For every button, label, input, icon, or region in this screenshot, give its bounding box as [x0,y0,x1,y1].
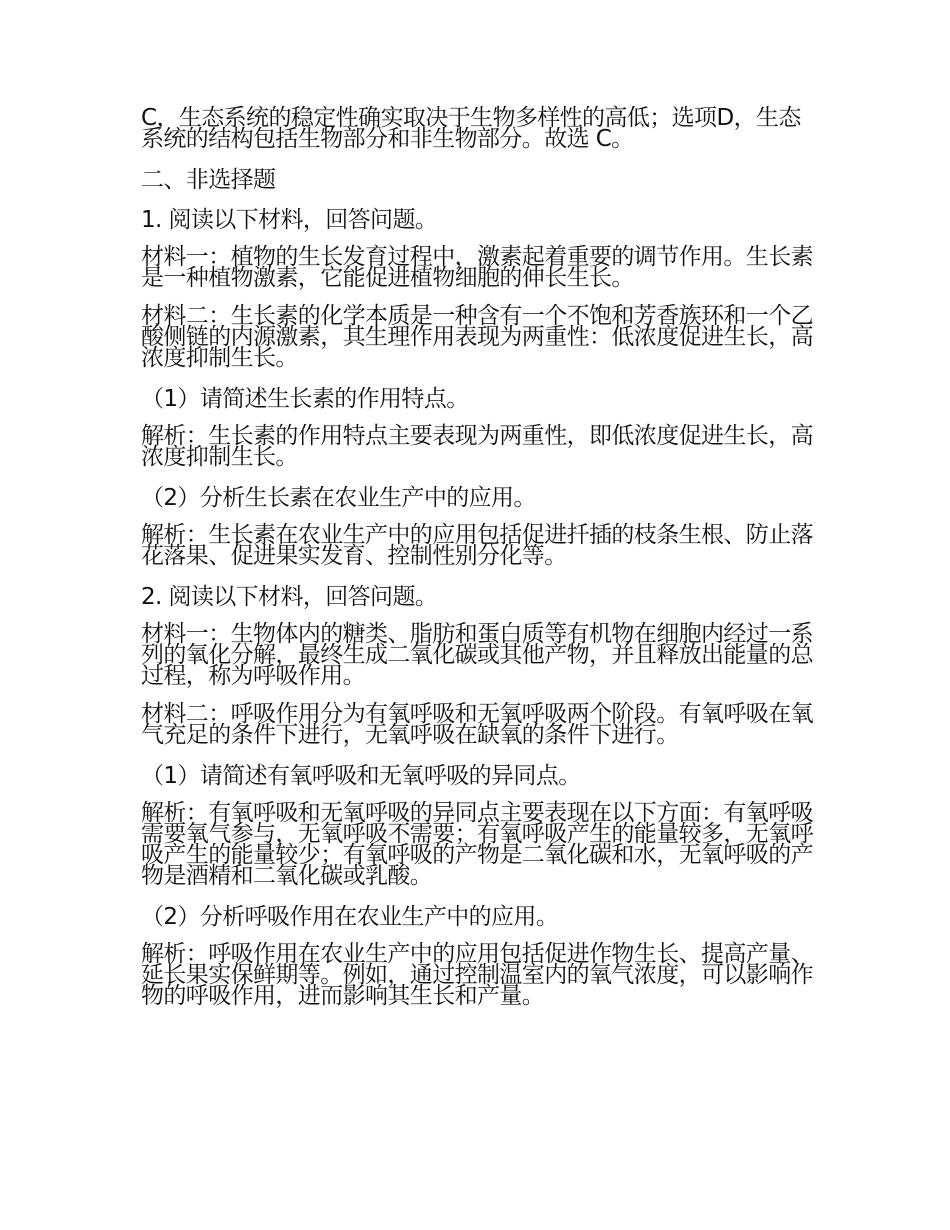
answer-continuation-paragraph: C，生态系统的稳定性确实取决于生物多样性的高低；选项D，生态系统的结构包括生物部分和非生物部分。故选 C。 [141,105,801,152]
document-page [141,105,814,1024]
question-2-analysis-2: 解析：呼吸作用在农业生产中的应用包括促进作物生长、提高产量、延长果实保鲜期等。例如，通过控制温室内的氧气浓度，可以影响作物的呼吸作用，进而影响其生长和产量。 [141,941,814,1009]
question-2-material-2: 材料二：呼吸作用分为有氧呼吸和无氧呼吸两个阶段。有氧呼吸在氧气充足的条件下进行，无氧呼吸在缺氧的条件下进行。 [141,701,814,748]
question-2-material-1: 材料一：生物体内的糖类、脂肪和蛋白质等有机物在细胞内经过一系列的氧化分解，最终生成二氧化碳或其他产物，并且释放出能量的总过程，称为呼吸作用。 [141,621,814,689]
question-1-analysis-1: 解析：生长素的作用特点主要表现为两重性，即低浓度促进生长，高浓度抑制生长。 [141,423,814,470]
question-1-subquestion-2: （2）分析生长素在农业生产中的应用。 [141,485,536,511]
question-2-subquestion-2: （2）分析呼吸作用在农业生产中的应用。 [141,904,559,930]
question-1-analysis-2: 解析：生长素在农业生产中的应用包括促进扦插的枝条生根、防止落花落果、促进果实发育、控制性别分化等。 [141,522,814,569]
question-2-analysis-1: 解析：有氧呼吸和无氧呼吸的异同点主要表现在以下方面：有氧呼吸需要氧气参与，无氧呼吸不需要；有氧呼吸产生的能量较多，无氧呼吸产生的能量较少；有氧呼吸的产物是二氧化碳和水，无氧呼吸的产物是酒精和二氧化碳或乳酸。 [141,800,814,889]
question-1-material-2: 材料二：生长素的化学本质是一种含有一个不饱和芳香族环和一个乙酸侧链的内源激素，其生理作用表现为两重性：低浓度促进生长，高浓度抑制生长。 [141,303,814,371]
question-1-material-1: 材料一：植物的生长发育过程中，激素起着重要的调节作用。生长素是一种植物激素，它能促进植物细胞的伸长生长。 [141,244,814,291]
section-heading: 二、非选择题 [141,167,276,193]
question-2-title: 2. 阅读以下材料，回答问题。 [141,584,438,610]
question-1-subquestion-1: （1）请简述生长素的作用特点。 [141,386,469,412]
question-1-title: 1. 阅读以下材料，回答问题。 [141,207,438,233]
question-2-subquestion-1: （1）请简述有氧呼吸和无氧呼吸的异同点。 [141,763,581,789]
